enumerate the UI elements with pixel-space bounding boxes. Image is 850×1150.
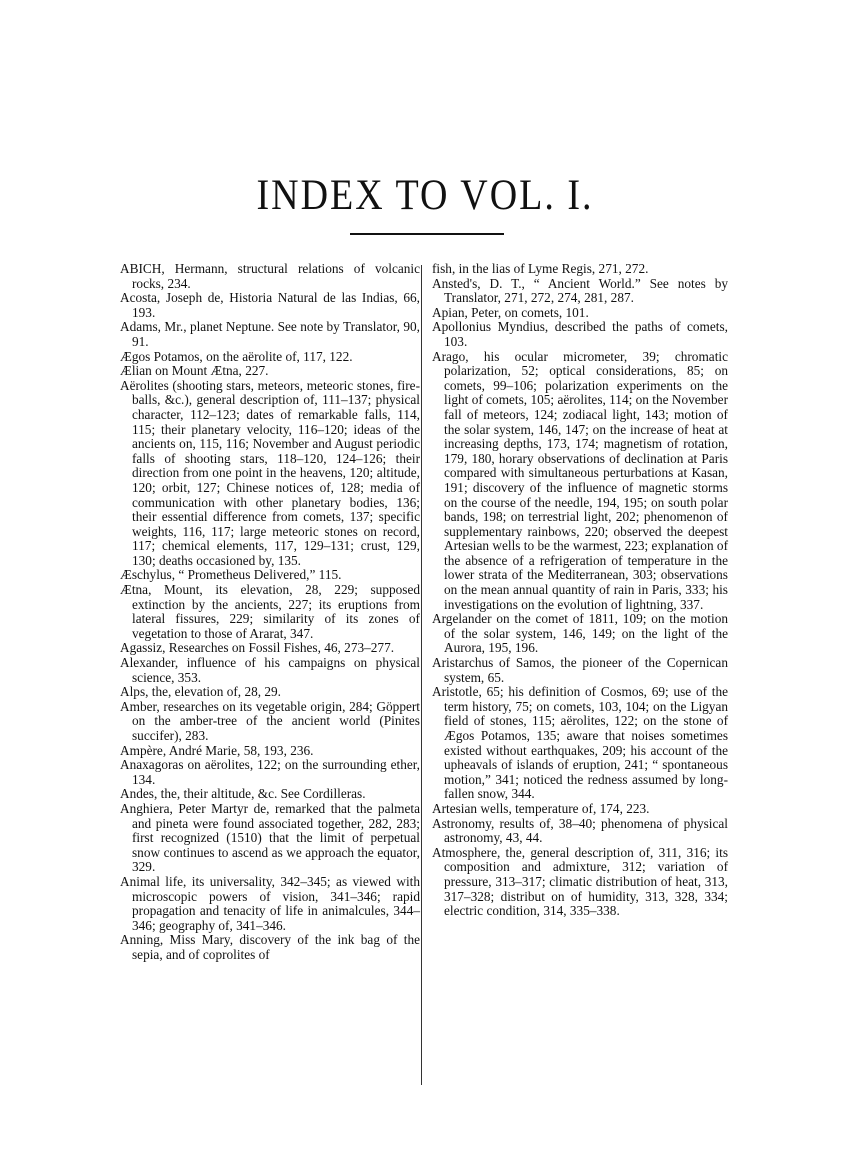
index-entry: Atmosphere, the, general description of, 311, 316; its composition and admixture, 312; variation of pressure, 313–317; climatic distribution of heat, 313, 317–328; distribut on of humidity, 313, 328, 334; electric condition, 314, 335–338. [432,844,728,919]
index-entry: Apollonius Myndius, described the paths of comets, 103. [432,319,728,349]
index-entry: Aërolites (shooting stars, meteors, meteoric stones, fire-balls, &c.), general description of, 111–137; physical character, 112–123; dates of remarkable falls, 114, 115; their planetary velocity, 116–120; ideas of the ancients on, 115, 116; November and August periodic falls of shooting stars, 118–120, 124–126; their direction from one point in the heavens, 120; altitude, 120; orbit, 127; Chinese notices of, 128; media of communication with other planetary bodies, 136; their essential difference from comets, 137; specific weights, 116, 117; large meteoric stones on record, 117; chemical elements, 117, 129–131; crust, 129, 130; deaths occasioned by, 135. [120,377,420,568]
index-entry: Agassiz, Researches on Fossil Fishes, 46, 273–277. [120,640,395,656]
index-entry: Argelander on the comet of 1811, 109; on the motion of the solar system, 146, 149; on the light of the Aurora, 195, 196. [432,611,728,656]
column-divider [421,265,422,1085]
index-entry: Æschylus, “ Prometheus Delivered,” 115. [120,567,342,583]
index-column-left [120,262,420,963]
page-title: INDEX TO VOL. I. [256,171,594,220]
index-entry: Artesian wells, temperature of, 174, 223. [432,800,650,816]
index-entry: Amber, researches on its vegetable origin, 284; Göppert on the amber-tree of the ancient world (Pinites succifer), 283. [120,698,420,743]
index-entry: Anaxagoras on aërolites, 122; on the surrounding ether, 134. [120,757,420,787]
index-entry: Ægos Potamos, on the aërolite of, 117, 122. [120,348,353,364]
index-entry: Alps, the, elevation of, 28, 29. [120,684,282,700]
index-entry: Aristarchus of Samos, the pioneer of the Copernican system, 65. [432,655,728,685]
index-entry: Animal life, its universality, 342–345; as viewed with microscopic powers of vision, 341–346; rapid propagation and tenacity of life in animalcules, 344–346; geography of, 341–346. [120,873,420,933]
title-rule [350,233,504,235]
index-entry: Acosta, Joseph de, Historia Natural de las Indias, 66, 193. [120,290,420,320]
index-column-right [432,262,728,919]
index-entry: Adams, Mr., planet Neptune. See note by Translator, 90, 91. [120,319,420,349]
index-entry: Aristotle, 65; his definition of Cosmos, 69; use of the term history, 75; on comets, 103, 104; on the Ligyan field of stones, 115; aërolites, 122; on the stone of Ægos Potamos, 135; aware that noises sometimes existed without earthquakes, 209; his account of the upheavals of islands of eruption, 241; “ spontaneous motion,” 341; noticed the redness assumed by long-fallen snow, 344. [432,684,728,802]
index-entry: Ælian on Mount Ætna, 227. [120,363,269,379]
index-entry: Andes, the, their altitude, &c. See Cordilleras. [120,786,366,802]
index-entry: Alexander, influence of his campaigns on physical science, 353. [120,655,420,685]
index-entry: Arago, his ocular micrometer, 39; chromatic polarization, 52; optical considerations, 85; on comets, 99–106; polarization experiments on the light of comets, 105; aërolites, 114; on the November fall of meteors, 124; zodiacal light, 143; motion of the solar system, 146, 147; on the increase of heat at increasing depths, 173, 174; magnetism of rotation, 179, 180, horary observations of declination at Paris compared with simultaneous perturbations at Kasan, 191; discovery of the influence of magnetic storms on the course of the needle, 194, 195; on south polar bands, 198; on terrestrial light, 202; phenomenon of supplementary rainbows, 220; observed the deepest Artesian wells to be the warmest, 223; explanation of the absence of a refrigeration of temperature in the lower strata of the Mediterranean, 303; observations on the mean annual quantity of rain in Paris, 333; his investigations on the evolution of lightning, 337. [432,348,728,612]
index-entry: Anning, Miss Mary, discovery of the ink bag of the sepia, and of coprolites of [120,932,420,962]
index-entry: Apian, Peter, on comets, 101. [432,304,589,320]
index-entry: ABICH, Hermann, structural relations of volcanic rocks, 234. [120,261,420,291]
index-entry: fish, in the lias of Lyme Regis, 271, 272. [432,261,649,276]
index-entry: Ætna, Mount, its elevation, 28, 229; supposed extinction by the ancients, 227; its eruptions from lateral fissures, 229; similarity of its zones of vegetation to those of Ararat, 347. [120,582,420,641]
index-entry: Astronomy, results of, 38–40; phenomena of physical astronomy, 43, 44. [432,815,728,846]
index-entry: Ansted's, D. T., “ Ancient World.” See notes by Translator, 271, 272, 274, 281, 287. [432,275,728,306]
index-entry: Ampère, André Marie, 58, 193, 236. [120,742,314,758]
index-entry: Anghiera, Peter Martyr de, remarked that the palmeta and pineta were found associated together, 282, 283; first recognized (1510) that the limit of perpetual snow continues to ascend as we approach the equator, 329. [120,800,420,875]
